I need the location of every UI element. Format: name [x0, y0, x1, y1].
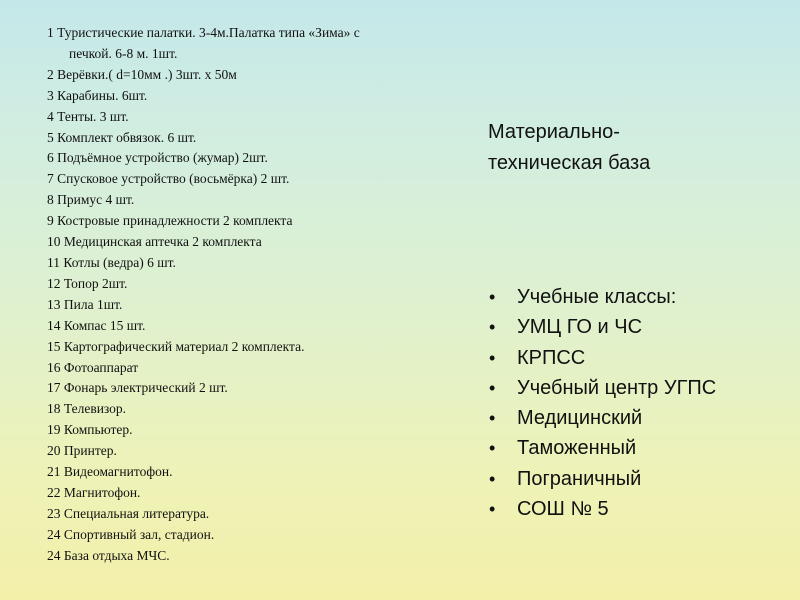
section-heading	[488, 117, 778, 179]
list-item	[47, 358, 467, 379]
bullet-icon: •	[489, 438, 496, 459]
bullet-item	[488, 312, 788, 342]
list-item-text: 15 Картографический материал 2 комплекта.	[47, 338, 305, 354]
bullet-item	[488, 433, 788, 463]
bullet-item-text: КРПСС	[517, 346, 586, 369]
list-item-text: 6 Подъёмное устройство (жумар) 2шт.	[47, 150, 268, 166]
bullet-icon: •	[489, 287, 496, 307]
bullet-item	[488, 403, 788, 433]
bullet-item-text: Учебные классы:	[517, 286, 677, 308]
list-item	[47, 546, 467, 567]
bullet-item-text: Медицинский	[517, 407, 643, 430]
bullet-icon: •	[489, 317, 496, 338]
bullet-item	[488, 343, 788, 373]
list-item-text: 5 Комплект обвязок. 6 шт.	[47, 129, 197, 145]
list-item-text: 4 Тенты. 3 шт.	[47, 108, 129, 124]
list-item-text: 7 Спусковое устройство (восьмёрка) 2 шт.	[47, 171, 290, 187]
list-item-text: 12 Топор 2шт.	[47, 275, 128, 291]
list-item	[47, 399, 467, 420]
list-item	[47, 128, 467, 149]
list-item-text: 21 Видеомагнитофон.	[47, 464, 173, 480]
list-item-text: 19 Компьютер.	[47, 422, 133, 438]
list-item-text: 22 Магнитофон.	[47, 484, 141, 500]
list-item-text: 20 Принтер.	[47, 443, 117, 459]
bullet-item	[488, 373, 788, 403]
list-item-text: 23 Специальная литература.	[47, 505, 210, 521]
list-item	[47, 232, 467, 253]
bullet-item-text: УМЦ ГО и ЧС	[517, 316, 643, 339]
equipment-list	[47, 23, 467, 567]
list-item-text: 24 Спортивный зал, стадион.	[47, 526, 215, 542]
bullet-item	[488, 464, 788, 494]
bullet-item-text: СОШ № 5	[517, 498, 609, 521]
list-item	[47, 253, 467, 274]
list-item	[47, 525, 467, 546]
list-item-text: 3 Карабины. 6шт.	[47, 87, 148, 103]
list-item	[47, 483, 467, 504]
list-item	[47, 441, 467, 462]
section-heading-line2: техническая база	[488, 152, 651, 174]
bullet-icon: •	[489, 499, 496, 520]
list-item-text: 13 Пила 1шт.	[47, 296, 123, 312]
list-item	[47, 274, 467, 295]
list-item-text: 9 Костровые принадлежности 2 комплекта	[47, 213, 293, 229]
list-item	[47, 316, 467, 337]
list-item	[47, 169, 467, 190]
list-item-text: 17 Фонарь электрический 2 шт.	[47, 380, 228, 396]
list-item-text: 1 Туристические палатки. 3-4м.Палатка типа «Зима» с	[47, 25, 360, 40]
list-item-continuation: печкой. 6-8 м. 1шт.	[69, 45, 178, 61]
list-item-text: 16 Фотоаппарат	[47, 359, 139, 375]
list-item	[47, 23, 467, 65]
list-item	[47, 337, 467, 358]
list-item	[47, 462, 467, 483]
list-item-text: 24 База отдыха МЧС.	[47, 547, 170, 563]
list-item-text: 10 Медицинская аптечка 2 комплекта	[47, 234, 262, 250]
list-item	[47, 107, 467, 128]
bullet-icon: •	[489, 468, 496, 489]
bullet-icon: •	[489, 377, 496, 398]
bullet-icon: •	[489, 408, 496, 429]
list-item	[47, 295, 467, 316]
bullet-item-text: Пограничный	[517, 467, 642, 490]
list-item	[47, 190, 467, 211]
bullet-item	[488, 494, 788, 524]
list-item-text: 2 Верёвки.( d=10мм .) 3шт. х 50м	[47, 66, 237, 82]
list-item	[47, 378, 467, 399]
bullet-icon: •	[489, 347, 496, 368]
list-item	[47, 86, 467, 107]
bullet-item-text: Учебный центр УГПС	[517, 376, 717, 399]
list-item-text: 11 Котлы (ведра) 6 шт.	[47, 254, 176, 270]
list-item-text: 8 Примус 4 шт.	[47, 192, 135, 208]
bullet-item	[488, 282, 788, 312]
list-item	[47, 211, 467, 232]
section-heading-line1: Материально-	[488, 121, 620, 143]
list-item	[47, 504, 467, 525]
institutions-list	[488, 282, 788, 524]
list-item	[47, 148, 467, 169]
list-item	[47, 65, 467, 86]
list-item-text: 14 Компас 15 шт.	[47, 317, 146, 333]
list-item-text: 18 Телевизор.	[47, 401, 127, 417]
bullet-item-text: Таможенный	[517, 437, 637, 460]
list-item	[47, 420, 467, 441]
